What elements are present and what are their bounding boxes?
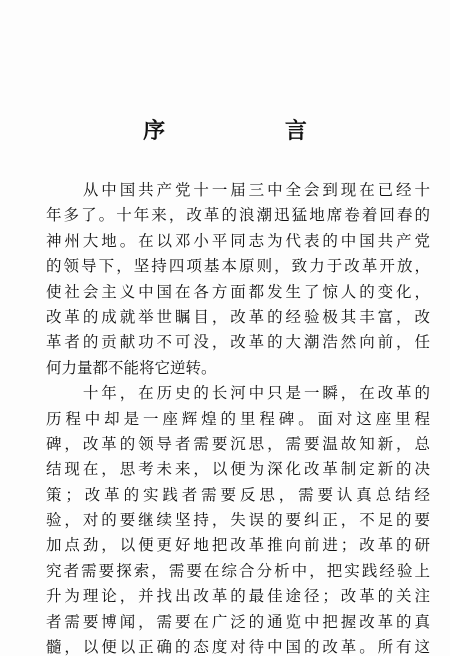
text-line: 使社会主义中国在各方面都发生了惊人的变化， <box>46 282 430 301</box>
text-line: 髓，以便以正确的态度对待中国的改革。所有这 <box>46 638 430 657</box>
text-line: 结现在，思考未来，以便为深化改革制定新的决 <box>46 460 430 479</box>
text-line: 策；改革的实践者需要反思，需要认真总结经 <box>46 485 430 504</box>
text-line: 年多了。十年来，改革的浪潮迅猛地席卷着回春的 <box>46 206 430 225</box>
text-line: 历程中却是一座辉煌的里程碑。面对这座里程 <box>46 409 430 428</box>
text-line: 神州大地。在以邓小平同志为代表的中国共产党 <box>46 231 430 250</box>
text-line: 者需要博闻，需要在广泛的通览中把握改革的真 <box>46 612 430 631</box>
text-line: 从中国共产党十一届三中全会到现在已经十 <box>46 181 430 199</box>
text-line: 革者的贡献功不可没，改革的大潮浩然向前，任 <box>46 333 430 352</box>
text-line: 加点劲，以便更好地把改革推向前进；改革的研 <box>46 536 430 555</box>
text-line: 何力量都不能将它逆转。 <box>46 358 217 377</box>
text-line: 验，对的要继续坚持，失误的要纠正，不足的要 <box>46 511 430 530</box>
text-line: 改革的成就举世瞩目，改革的经验极其丰富，改 <box>46 307 430 326</box>
text-line: 的领导下，坚持四项基本原则，致力于改革开放， <box>46 257 430 276</box>
text-line: 升为理论，并找出改革的最佳途径；改革的关注 <box>46 587 430 606</box>
preface-body <box>46 178 430 660</box>
text-line: 十年，在历史的长河中只是一瞬，在改革的 <box>46 384 430 403</box>
text-line: 碑，改革的领导者需要沉思，需要温故知新，总 <box>46 434 430 453</box>
preface-title: 序 言 <box>143 119 363 144</box>
text-line: 究者需要探索，需要在综合分析中，把实践经验上 <box>46 561 430 580</box>
